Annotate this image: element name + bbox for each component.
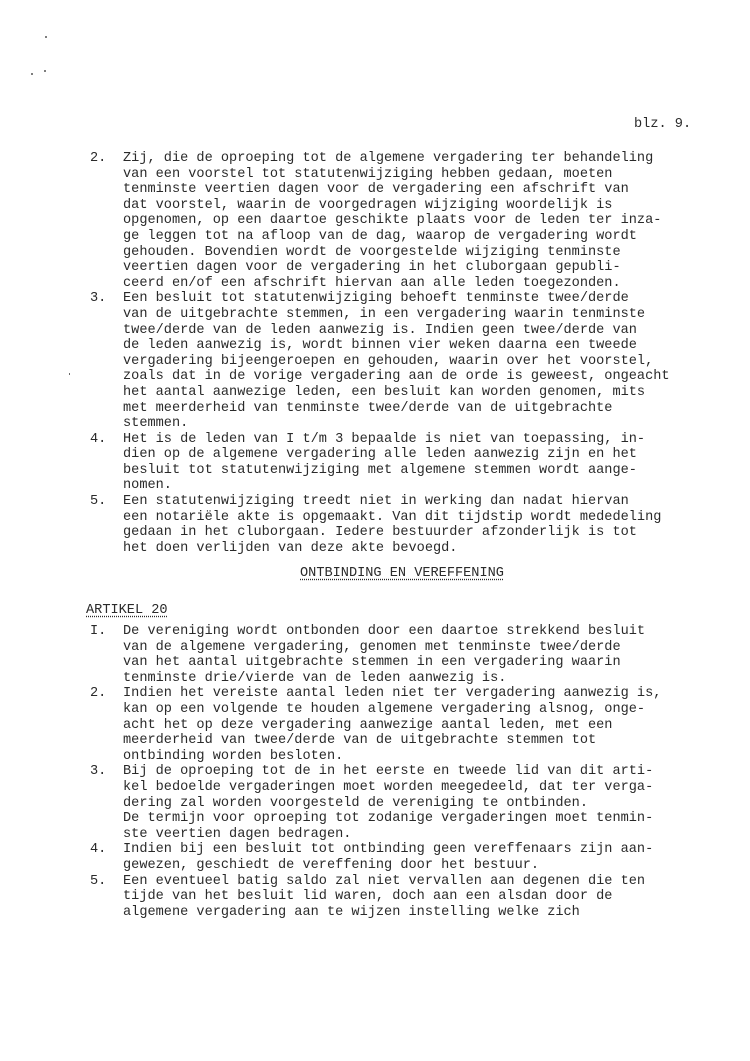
- text-line: van de uitgebrachte stemmen, in een vergadering waarin tenminste: [123, 306, 646, 322]
- clause-text: [123, 624, 728, 686]
- text-line: vergadering bijeengeroepen en gehouden, waarin over het voorstel,: [123, 353, 654, 369]
- text-line: besluit tot statutenwijziging met algemene stemmen wordt aange-: [123, 462, 637, 478]
- text-line: stemmen.: [123, 416, 189, 432]
- text-line: ontbinding worden besloten.: [123, 748, 344, 764]
- clause: [88, 842, 728, 873]
- text-line: Bij de oproeping tot de in het eerste en tweede lid van dit arti-: [123, 764, 654, 780]
- clause-text: [123, 842, 728, 873]
- clause-text: [123, 874, 728, 921]
- article-20-clauses: [88, 624, 728, 920]
- clause-number: 2.: [90, 151, 107, 166]
- text-line: tenminste veertien dagen voor de vergadering een afschrift van: [123, 182, 629, 198]
- text-line: opgenomen, op een daartoe geschikte plaats voor de leden ter inza-: [123, 213, 662, 229]
- clause-text: [123, 291, 728, 431]
- clause: [88, 624, 728, 686]
- clause: [88, 494, 728, 556]
- clause-number: 3.: [90, 291, 107, 307]
- clause: [88, 686, 728, 764]
- clause-text: [123, 432, 728, 494]
- text-line: tijde van het besluit lid waren, doch aan een alsdan door de: [123, 889, 613, 905]
- text-line: De vereniging wordt ontbonden door een daartoe strekkend besluit: [123, 624, 646, 639]
- text-line: van de algemene vergadering, genomen met tenminste twee/derde: [123, 639, 621, 655]
- clause-text: [123, 151, 728, 291]
- text-line: acht het op deze vergadering aanwezige aantal leden, met een: [123, 717, 613, 733]
- clause-number: I.: [90, 624, 107, 639]
- scan-speck: [31, 73, 33, 75]
- text-line: Zij, die de oproeping tot de algemene vergadering ter behandeling: [123, 151, 654, 166]
- text-line: de leden aanwezig is, wordt binnen vier weken daarna een tweede: [123, 338, 637, 354]
- section-heading: ONTBINDING EN VEREFFENING: [300, 566, 504, 581]
- text-line: van het aantal uitgebrachte stemmen in een vergadering waarin: [123, 655, 621, 671]
- clause-text: [123, 686, 728, 764]
- text-line: Een statutenwijziging treedt niet in werking dan nadat hiervan: [123, 494, 629, 510]
- clause-text: [123, 494, 728, 556]
- text-line: ge leggen tot na afloop van de dag, waarop de vergadering wordt: [123, 228, 637, 244]
- text-line: gewezen, geschiedt de vereffening door het bestuur.: [123, 857, 540, 873]
- text-line: gedaan in het cluborgaan. Iedere bestuurder afzonderlijk is tot: [123, 525, 637, 541]
- text-line: met meerderheid van tenminste twee/derde van de uitgebrachte: [123, 400, 613, 416]
- clause: [88, 432, 728, 494]
- text-line: Een eventueel batig saldo zal niet vervallen aan degenen die ten: [123, 873, 646, 889]
- text-line: Indien bij een besluit tot ontbinding geen vereffenaars zijn aan-: [123, 842, 654, 858]
- clause: [88, 874, 728, 921]
- text-line: nomen.: [123, 478, 172, 494]
- text-line: gehouden. Bovendien wordt de voorgestelde wijziging tenminste: [123, 244, 621, 260]
- text-line: van een voorstel tot statutenwijziging hebben gedaan, moeten: [123, 166, 613, 182]
- text-line: ste veertien dagen bedragen.: [123, 826, 352, 842]
- text-line: Een besluit tot statutenwijziging behoeft tenminste twee/derde: [123, 291, 629, 307]
- text-line: zoals dat in de vorige vergadering aan de orde is geweest, ongeacht: [123, 369, 670, 385]
- scan-speck: [69, 373, 70, 375]
- text-line: kel bedoelde vergaderingen moet worden meegedeeld, dat ter verga-: [123, 779, 654, 795]
- text-line: een notariële akte is opgemaakt. Van dit tijdstip wordt mededeling: [123, 509, 662, 525]
- clause: [88, 764, 728, 842]
- text-line: veertien dagen voor de vergadering in het cluborgaan gepubli-: [123, 260, 621, 276]
- text-line: twee/derde van de leden aanwezig is. Indien geen twee/derde van: [123, 322, 637, 338]
- clause-number: 3.: [90, 764, 107, 780]
- clause-text: [123, 764, 728, 842]
- clause-number: 5.: [90, 873, 107, 889]
- text-line: Het is de leden van I t/m 3 bepaalde is niet van toepassing, in-: [123, 431, 646, 447]
- text-line: meerderheid van twee/derde van de uitgebrachte stemmen tot: [123, 733, 597, 749]
- text-line: algemene vergadering aan te wijzen instelling welke zich: [123, 904, 580, 920]
- clause-number: 2.: [90, 686, 107, 702]
- text-line: Indien het vereiste aantal leden niet ter vergadering aanwezig is,: [123, 686, 662, 702]
- text-line: het aantal aanwezige leden, een besluit kan worden genomen, mits: [123, 384, 646, 400]
- clause: [88, 151, 728, 291]
- clause-number: 4.: [90, 842, 107, 858]
- text-line: De termijn voor oproeping tot zodanige vergaderingen moet tenmin-: [123, 811, 654, 827]
- text-line: tenminste drie/vierde van de leden aanwezig is.: [123, 670, 507, 686]
- text-line: ceerd en/of een afschrift hiervan aan alle leden toegezonden.: [123, 275, 621, 291]
- scan-speck: [45, 36, 47, 38]
- clause-number: 5.: [90, 494, 107, 510]
- page-number: blz. 9.: [634, 117, 692, 132]
- clause-number: 4.: [90, 431, 107, 447]
- amendment-clauses: [88, 151, 728, 556]
- text-line: dering zal worden voorgesteld de vereniging te ontbinden.: [123, 795, 588, 811]
- text-line: dat voorstel, waarin de voorgedragen wijziging woordelijk is: [123, 197, 613, 213]
- text-line: het doen verlijden van deze akte bevoegd.: [123, 540, 458, 556]
- scan-speck: [44, 70, 46, 72]
- text-line: kan op een volgende te houden algemene vergadering alsnog, onge-: [123, 701, 646, 717]
- article-heading: ARTIKEL 20: [86, 603, 168, 618]
- text-line: dien op de algemene vergadering alle leden aanwezig zijn en het: [123, 447, 637, 463]
- clause: [88, 291, 728, 431]
